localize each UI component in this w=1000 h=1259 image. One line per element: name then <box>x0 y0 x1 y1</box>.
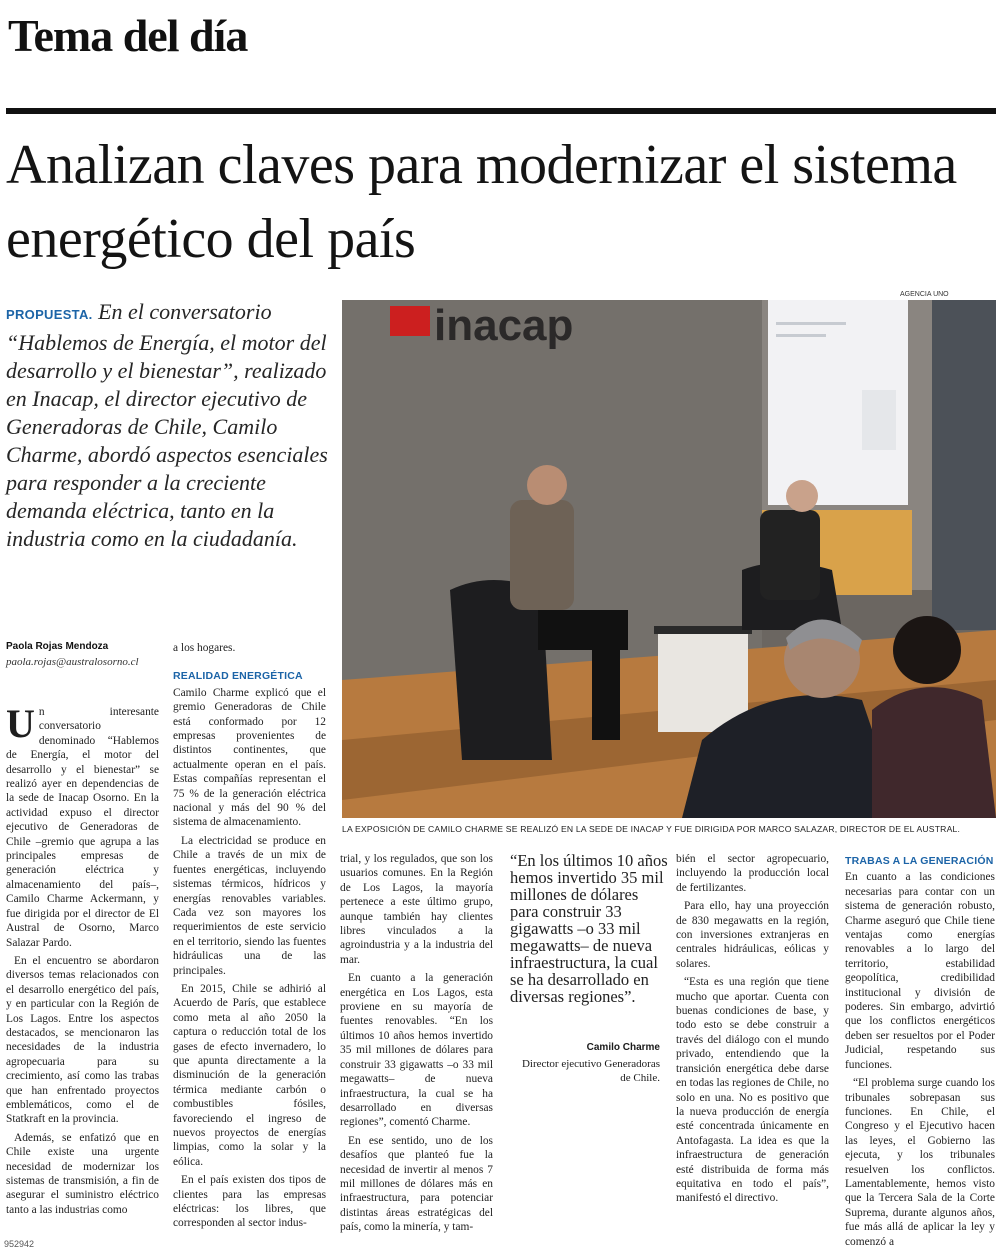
paragraph: Además, se enfatizó que en Chile existe una urgente necesidad de modernizar los sistemas de transmisión, a fin de asegurar el suministro eléctrico tanto a las industrias como <box>6 1131 159 1216</box>
byline-author: Paola Rojas Mendoza <box>6 641 109 652</box>
paragraph: a los hogares. <box>173 642 236 654</box>
drop-cap: U <box>6 701 35 746</box>
section-title: Tema del día <box>8 10 248 61</box>
article-column-3 <box>340 852 493 1239</box>
page-code: 952942 <box>4 1239 35 1249</box>
subheading-trabas: TRABAS A LA GENERACIÓN <box>845 855 994 867</box>
quote-name: Camilo Charme <box>586 1042 660 1053</box>
paragraph: “El problema surge cuando los tribunales sobrepasan sus funciones. En Chile, el Congreso y el Ejecutivo hacen las leyes, el Gobierno las ejecuta, y los tribunales resuelven los conflictos. Lamentablemente, hemos visto que la Tercera Sala de la Corte Suprema, durante algunos años, fue más allá de aplicar la ley y comenzó a <box>845 1077 995 1248</box>
paragraph: En cuanto a la generación energética en Los Lagos, esta proviene en su mayoría de fuentes renovables. “En los últimos 10 años hemos invertido 35 mil millones de dólares para construir 33 gigawatts –o 33 mil megawatts– de nueva infraestructura, la cual se ha desarrollado en diversas regiones”, comentó Charme. <box>340 972 493 1129</box>
article-column-4 <box>676 852 829 1210</box>
section-rule <box>6 108 996 114</box>
paragraph: Para ello, hay una proyección de 830 megawatts en la región, con inversiones extranjeras en centrales hidráulicas, eólicas y solares. <box>676 900 829 970</box>
photo-credit: AGENCIA UNO <box>900 291 949 298</box>
paragraph: En el encuentro se abordaron diversos temas relacionados con el desarrollo energético del país, y en particular con la Región de Los Lagos. Entre los aspectos destacados, se mencionaron las necesidades de la industria agropecuaria para su crecimiento, así como las trabas que han enfrentado proyectos emblemáticos, como el de Statkraft en la provincia. <box>6 954 159 1126</box>
paragraph: En ese sentido, uno de los desafíos que planteó fue la necesidad de invertir al menos 7 mil millones de dólares más en infraestructura, para potenciar distintas áreas estratégicas del país, como la minería, y tam- <box>340 1134 493 1234</box>
subheading-realidad: REALIDAD ENERGÉTICA <box>173 670 303 683</box>
lead-paragraph <box>6 298 334 553</box>
event-photo-illustration <box>342 300 996 818</box>
inacap-sign: inacap <box>434 301 574 350</box>
paragraph: En 2015, Chile se adhirió al Acuerdo de París, que establece como meta al año 2050 la captura o reducción total de los gases de efecto invernadero, lo que apunta directamente a la disminución de la generación térmica mediante carbón o combustibles fósiles, favoreciendo el ingreso de nuevos proyectos de energías limpias, como la solar y la eólica. <box>173 982 326 1168</box>
photo-caption: LA EXPOSICIÓN DE CAMILO CHARME SE REALIZÓ EN LA SEDE DE INACAP Y FUE DIRIGIDA POR MARCO SALAZAR, DIRECTOR DE EL AUSTRAL. <box>342 824 961 834</box>
quote-role: Director ejecutivo Generadoras de Chile. <box>521 1058 660 1084</box>
lead-text: En el conversatorio “Hablemos de Energía, el motor del desarrollo y el bienestar”, realizado en Inacap, el director ejecutivo de Generadoras de Chile, Camilo Charme, abordó aspectos esenciales para responder a la creciente demanda eléctrica, tanto en la industria como en la ciudadanía. <box>6 299 328 551</box>
article-column-1 <box>6 701 159 1221</box>
byline-email: paola.rojas@australosorno.cl <box>6 656 139 668</box>
event-photo <box>342 300 996 818</box>
paragraph <box>6 701 159 950</box>
pull-quote: “En los últimos 10 años hemos invertido 35 mil millones de dólares para construir 33 gigawatts –o 33 mil megawatts– de nueva infraestructura, la cual se ha desarrollado en diversas regiones”. <box>510 851 668 1006</box>
article-column-2 <box>173 641 326 1235</box>
paragraph: En cuanto a las condiciones necesarias para contar con un sistema de generación robusto, Charme aseguró que Chile tiene ventajas como energías renovables a lo largo del territorio, estabilidad geopolítica, credibilidad institucional y división de poderes. Sin embargo, advirtió que los conflictos energéticos deben ser resueltos por el Poder Judicial, respetando sus funciones. <box>845 871 995 1071</box>
paragraph: La electricidad se produce en Chile a través de un mix de fuentes energéticas, incluyendo sistemas térmicos, hídricos y energías renovables variables. Cada vez son mayores los requerimientos de este servicio en el territorio, siendo las fuentes hidráulicas una de las principales. <box>173 834 326 977</box>
paragraph: trial, y los regulados, que son los usuarios comunes. En la Región de Los Lagos, la mayoría pertenece a este último grupo, aunque también hay clientes libres vinculados a la agroindustria y a la industria del mar. <box>340 853 493 966</box>
paragraph: Camilo Charme explicó que el gremio Generadoras de Chile está conformado por 12 empresas provenientes de distintos continentes, que actualmente operan en el país. Estas compañías representan el 75 % de la generación eléctrica nacional y más del 90 % del sistema de almacenamiento. <box>173 686 326 829</box>
paragraph: “Esta es una región que tiene mucho que aportar. Cuenta con buenas condiciones de base, y todo esto se debe construir a través del diálogo con el mundo privado, entendiendo que la transición energética debe darse en todas las regiones de Chile, no solo en una. No es positivo que la nueva producción de energía esté concentrada únicamente en Antofagasta. La idea es que la infraestructura de generación esté distribuida de forma más equitativa en todo el país”, manifestó el directivo. <box>676 976 829 1205</box>
headline: Analizan claves para modernizar el sistema energético del país <box>6 134 957 270</box>
article-column-5 <box>845 852 995 1253</box>
paragraph: En el país existen dos tipos de clientes para las empresas eléctricas: los libres, que corresponden al sector indus- <box>173 1174 326 1230</box>
paragraph: bién el sector agropecuario, incluyendo la producción local de fertilizantes. <box>676 853 829 894</box>
paragraph-text: n interesante conversatorio denominado “Hablemos de Energía, el motor del desarrollo y el bienestar” se realizó ayer en dependencias de la sede de Inacap Osorno. En la actividad expuso el director ejecutivo de Generadoras de Chile –gremio que agrupa a las principales empresas de generación eléctrica y almacenamiento del país–, Camilo Charme Ackermann, y fue dirigida por el director de El Austral de Osorno, Marco Salazar Pardo. <box>6 706 159 949</box>
lead-kicker: PROPUESTA. <box>6 307 93 322</box>
